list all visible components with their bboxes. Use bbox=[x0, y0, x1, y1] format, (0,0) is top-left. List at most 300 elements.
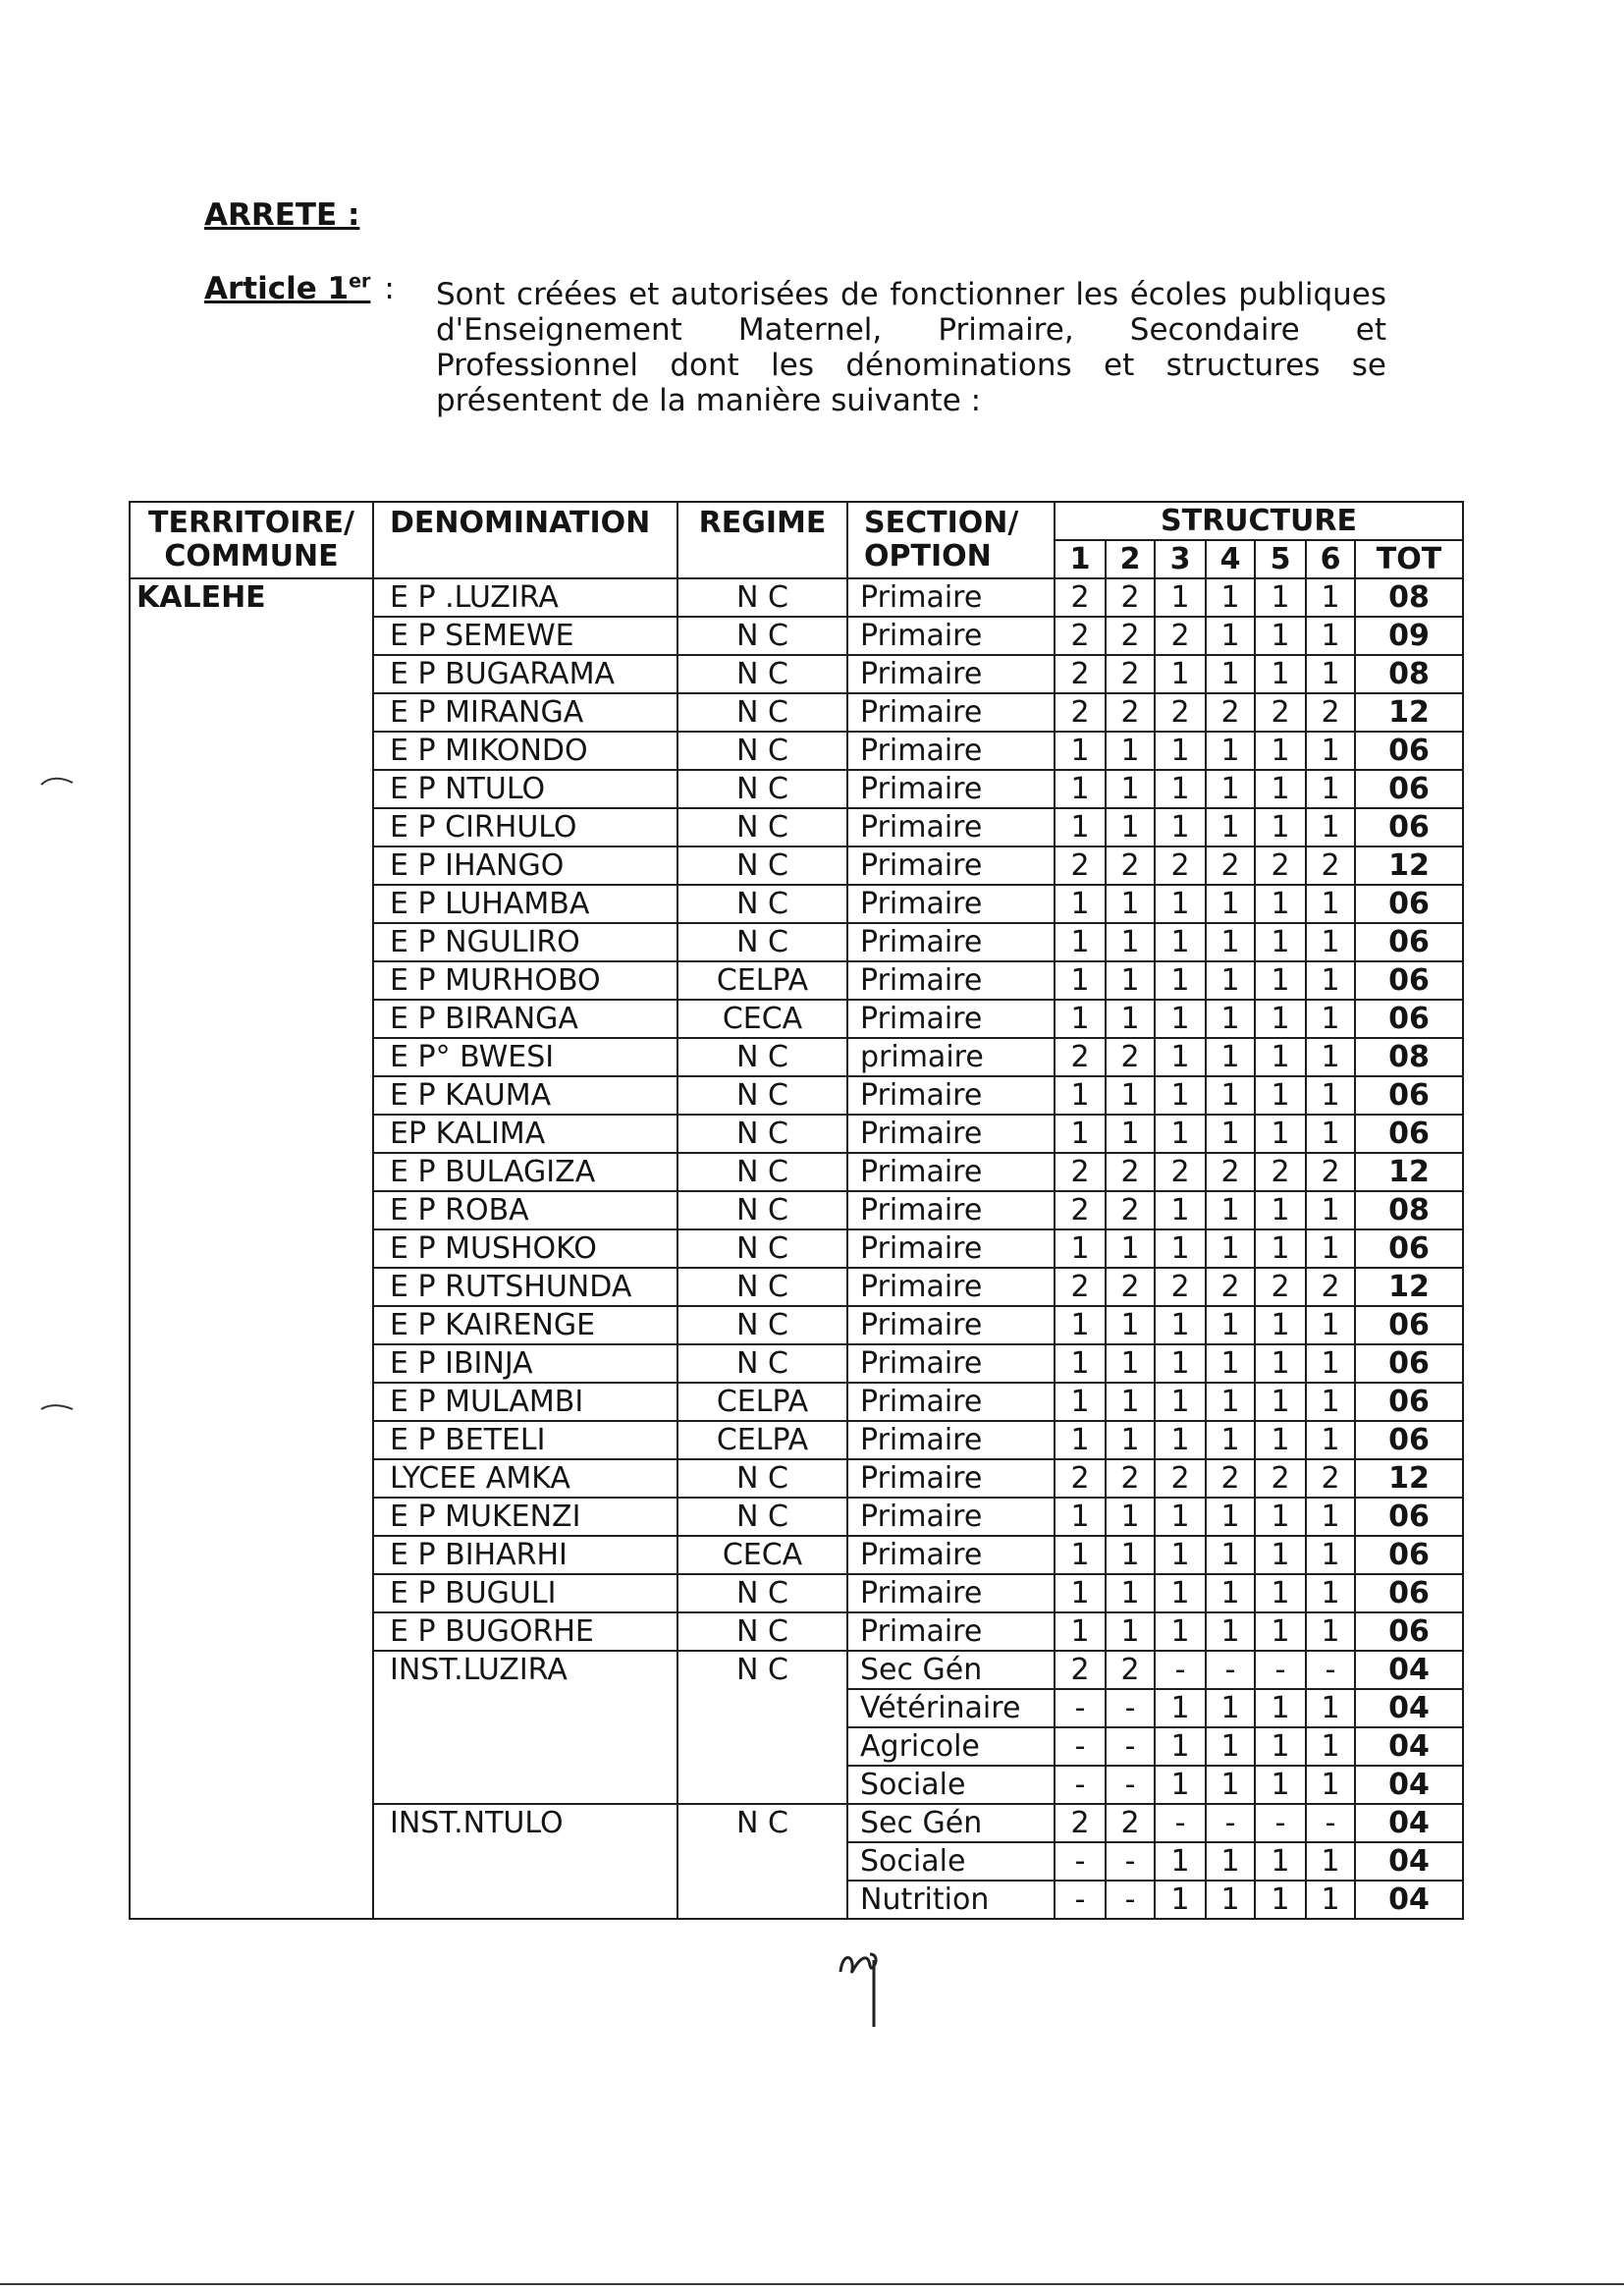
school-regime: N C bbox=[677, 1191, 847, 1229]
article-label bbox=[204, 271, 395, 306]
level-1-count: 1 bbox=[1055, 1344, 1106, 1383]
header-section: SECTION/ OPTION bbox=[847, 502, 1055, 578]
level-6-count: 2 bbox=[1306, 1459, 1355, 1498]
level-6-count: 1 bbox=[1306, 1842, 1355, 1881]
school-name: E P BIRANGA bbox=[373, 1000, 677, 1038]
level-4-count: 1 bbox=[1206, 1191, 1255, 1229]
school-regime: N C bbox=[677, 1498, 847, 1536]
level-4-count: 1 bbox=[1206, 578, 1255, 617]
level-3-count: 2 bbox=[1155, 1268, 1206, 1306]
total-count: 06 bbox=[1355, 1344, 1463, 1383]
total-count: 08 bbox=[1355, 1038, 1463, 1076]
total-count: 04 bbox=[1355, 1727, 1463, 1766]
level-6-count: 1 bbox=[1306, 1229, 1355, 1268]
level-2-count: - bbox=[1106, 1766, 1155, 1804]
arrete-heading: ARRETE : bbox=[204, 197, 360, 233]
level-1-count: - bbox=[1055, 1766, 1106, 1804]
school-regime: N C bbox=[677, 617, 847, 655]
level-4-count: 1 bbox=[1206, 1383, 1255, 1421]
level-5-count: 1 bbox=[1255, 1574, 1306, 1612]
school-regime: CECA bbox=[677, 1000, 847, 1038]
school-name: E P MUSHOKO bbox=[373, 1229, 677, 1268]
level-4-count: 1 bbox=[1206, 1076, 1255, 1115]
total-count: 08 bbox=[1355, 655, 1463, 693]
level-3-count: 2 bbox=[1155, 693, 1206, 732]
school-regime: N C bbox=[677, 1344, 847, 1383]
level-2-count: 2 bbox=[1106, 655, 1155, 693]
level-2-count: 1 bbox=[1106, 1229, 1155, 1268]
level-5-count: 1 bbox=[1255, 1383, 1306, 1421]
total-count: 06 bbox=[1355, 1498, 1463, 1536]
table-header-row bbox=[130, 502, 1463, 540]
school-regime: N C bbox=[677, 578, 847, 617]
level-2-count: 1 bbox=[1106, 1536, 1155, 1574]
total-count: 06 bbox=[1355, 961, 1463, 1000]
level-2-count: 2 bbox=[1106, 1153, 1155, 1191]
school-section: Primaire bbox=[847, 1612, 1055, 1651]
level-1-count: 2 bbox=[1055, 617, 1106, 655]
level-2-count: 1 bbox=[1106, 1383, 1155, 1421]
level-6-count: 2 bbox=[1306, 846, 1355, 885]
level-3-count: 1 bbox=[1155, 655, 1206, 693]
school-regime: N C bbox=[677, 655, 847, 693]
level-1-count: 2 bbox=[1055, 1038, 1106, 1076]
school-regime: CECA bbox=[677, 1536, 847, 1574]
school-section: Primaire bbox=[847, 885, 1055, 923]
level-5-count: 1 bbox=[1255, 1000, 1306, 1038]
level-6-count: 1 bbox=[1306, 732, 1355, 770]
school-name: E P MIRANGA bbox=[373, 693, 677, 732]
level-2-count: 1 bbox=[1106, 1000, 1155, 1038]
header-regime: REGIME bbox=[677, 502, 847, 578]
level-3-count: 1 bbox=[1155, 1842, 1206, 1881]
school-name: E P MURHOBO bbox=[373, 961, 677, 1000]
level-5-count: 2 bbox=[1255, 846, 1306, 885]
level-1-count: 2 bbox=[1055, 1651, 1106, 1689]
level-1-count: 1 bbox=[1055, 1421, 1106, 1459]
school-name: E P ROBA bbox=[373, 1191, 677, 1229]
school-name: E P BUGARAMA bbox=[373, 655, 677, 693]
level-2-count: 1 bbox=[1106, 732, 1155, 770]
level-5-count: 1 bbox=[1255, 617, 1306, 655]
school-option: Nutrition bbox=[847, 1881, 1055, 1919]
level-5-count: 2 bbox=[1255, 1459, 1306, 1498]
level-6-count: 1 bbox=[1306, 1344, 1355, 1383]
level-2-count: 1 bbox=[1106, 1344, 1155, 1383]
level-5-count: - bbox=[1255, 1651, 1306, 1689]
level-5-count: 1 bbox=[1255, 1881, 1306, 1919]
total-count: 06 bbox=[1355, 1229, 1463, 1268]
school-option: Sociale bbox=[847, 1842, 1055, 1881]
level-5-count: 1 bbox=[1255, 732, 1306, 770]
school-regime: N C bbox=[677, 732, 847, 770]
level-4-count: 1 bbox=[1206, 885, 1255, 923]
level-5-count: 1 bbox=[1255, 1766, 1306, 1804]
level-4-count: 1 bbox=[1206, 923, 1255, 961]
level-3-count: 1 bbox=[1155, 1536, 1206, 1574]
level-3-count: 2 bbox=[1155, 1153, 1206, 1191]
margin-mark bbox=[39, 1399, 75, 1419]
school-section: Primaire bbox=[847, 1421, 1055, 1459]
level-3-count: 1 bbox=[1155, 1191, 1206, 1229]
level-5-count: 2 bbox=[1255, 693, 1306, 732]
level-1-count: 1 bbox=[1055, 1574, 1106, 1612]
level-1-count: 1 bbox=[1055, 1612, 1106, 1651]
level-6-count: 1 bbox=[1306, 617, 1355, 655]
total-count: 06 bbox=[1355, 1421, 1463, 1459]
total-count: 04 bbox=[1355, 1651, 1463, 1689]
level-4-count: - bbox=[1206, 1651, 1255, 1689]
level-5-count: 1 bbox=[1255, 1689, 1306, 1727]
school-name: E P KAIRENGE bbox=[373, 1306, 677, 1344]
level-4-count: 2 bbox=[1206, 1268, 1255, 1306]
level-1-count: 2 bbox=[1055, 693, 1106, 732]
school-regime: N C bbox=[677, 1076, 847, 1115]
level-4-count: 2 bbox=[1206, 1153, 1255, 1191]
school-regime: N C bbox=[677, 1306, 847, 1344]
level-5-count: 1 bbox=[1255, 1076, 1306, 1115]
level-5-count: - bbox=[1255, 1804, 1306, 1842]
school-option: Sec Gén bbox=[847, 1804, 1055, 1842]
level-3-count: - bbox=[1155, 1804, 1206, 1842]
level-6-count: - bbox=[1306, 1651, 1355, 1689]
level-1-count: 2 bbox=[1055, 846, 1106, 885]
level-2-count: 1 bbox=[1106, 1115, 1155, 1153]
level-3-count: 1 bbox=[1155, 1421, 1206, 1459]
page-bottom-rule bbox=[0, 2283, 1624, 2285]
level-2-count: 2 bbox=[1106, 693, 1155, 732]
level-6-count: 1 bbox=[1306, 961, 1355, 1000]
school-name: E P IBINJA bbox=[373, 1344, 677, 1383]
level-4-count: 1 bbox=[1206, 617, 1255, 655]
level-5-count: 1 bbox=[1255, 578, 1306, 617]
level-6-count: 1 bbox=[1306, 1038, 1355, 1076]
total-count: 12 bbox=[1355, 1268, 1463, 1306]
header-structure: STRUCTURE bbox=[1055, 502, 1463, 540]
level-6-count: 2 bbox=[1306, 693, 1355, 732]
level-4-count: 1 bbox=[1206, 732, 1255, 770]
school-name: E P BULAGIZA bbox=[373, 1153, 677, 1191]
school-name: INST.LUZIRA bbox=[373, 1651, 677, 1804]
territoire-cell: KALEHE bbox=[130, 578, 373, 1919]
level-5-count: 1 bbox=[1255, 1727, 1306, 1766]
header-level-4: 4 bbox=[1206, 540, 1255, 578]
school-regime: CELPA bbox=[677, 1421, 847, 1459]
school-section: Primaire bbox=[847, 808, 1055, 846]
level-1-count: 1 bbox=[1055, 1498, 1106, 1536]
school-section: primaire bbox=[847, 1038, 1055, 1076]
school-section: Primaire bbox=[847, 1574, 1055, 1612]
level-6-count: 1 bbox=[1306, 1536, 1355, 1574]
school-name: E P IHANGO bbox=[373, 846, 677, 885]
signature-mark bbox=[835, 1944, 913, 2033]
level-5-count: 1 bbox=[1255, 808, 1306, 846]
level-2-count: 1 bbox=[1106, 770, 1155, 808]
level-3-count: 1 bbox=[1155, 578, 1206, 617]
level-4-count: 1 bbox=[1206, 655, 1255, 693]
level-1-count: 1 bbox=[1055, 1115, 1106, 1153]
school-regime: N C bbox=[677, 1153, 847, 1191]
level-6-count: 1 bbox=[1306, 1191, 1355, 1229]
level-1-count: 1 bbox=[1055, 1000, 1106, 1038]
total-count: 04 bbox=[1355, 1804, 1463, 1842]
header-level-tot: TOT bbox=[1355, 540, 1463, 578]
school-section: Primaire bbox=[847, 1459, 1055, 1498]
total-count: 06 bbox=[1355, 1115, 1463, 1153]
level-3-count: 1 bbox=[1155, 1766, 1206, 1804]
level-3-count: 1 bbox=[1155, 1881, 1206, 1919]
level-5-count: 1 bbox=[1255, 1038, 1306, 1076]
school-name: E P .LUZIRA bbox=[373, 578, 677, 617]
level-3-count: 1 bbox=[1155, 1115, 1206, 1153]
level-2-count: 2 bbox=[1106, 617, 1155, 655]
level-6-count: - bbox=[1306, 1804, 1355, 1842]
level-5-count: 1 bbox=[1255, 770, 1306, 808]
level-3-count: - bbox=[1155, 1651, 1206, 1689]
school-regime: N C bbox=[677, 1038, 847, 1076]
school-name: E P° BWESI bbox=[373, 1038, 677, 1076]
total-count: 06 bbox=[1355, 1612, 1463, 1651]
school-section: Primaire bbox=[847, 1191, 1055, 1229]
level-3-count: 1 bbox=[1155, 1727, 1206, 1766]
level-5-count: 1 bbox=[1255, 923, 1306, 961]
level-3-count: 1 bbox=[1155, 1344, 1206, 1383]
level-4-count: 1 bbox=[1206, 1612, 1255, 1651]
header-level-5: 5 bbox=[1255, 540, 1306, 578]
level-6-count: 1 bbox=[1306, 1881, 1355, 1919]
school-name: E P MULAMBI bbox=[373, 1383, 677, 1421]
level-5-count: 1 bbox=[1255, 1498, 1306, 1536]
level-2-count: 2 bbox=[1106, 1038, 1155, 1076]
level-6-count: 1 bbox=[1306, 1383, 1355, 1421]
school-section: Primaire bbox=[847, 1536, 1055, 1574]
school-option: Agricole bbox=[847, 1727, 1055, 1766]
level-4-count: 1 bbox=[1206, 1038, 1255, 1076]
school-section: Primaire bbox=[847, 923, 1055, 961]
level-4-count: 1 bbox=[1206, 1000, 1255, 1038]
level-6-count: 1 bbox=[1306, 1115, 1355, 1153]
school-regime: N C bbox=[677, 1268, 847, 1306]
level-1-count: 1 bbox=[1055, 1076, 1106, 1115]
level-1-count: 2 bbox=[1055, 1191, 1106, 1229]
total-count: 06 bbox=[1355, 808, 1463, 846]
total-count: 06 bbox=[1355, 1574, 1463, 1612]
school-regime: N C bbox=[677, 885, 847, 923]
level-4-count: 1 bbox=[1206, 1881, 1255, 1919]
total-count: 06 bbox=[1355, 1383, 1463, 1421]
level-1-count: - bbox=[1055, 1727, 1106, 1766]
level-4-count: 1 bbox=[1206, 1115, 1255, 1153]
level-5-count: 1 bbox=[1255, 1306, 1306, 1344]
school-section: Primaire bbox=[847, 578, 1055, 617]
header-level-2: 2 bbox=[1106, 540, 1155, 578]
total-count: 12 bbox=[1355, 693, 1463, 732]
level-2-count: - bbox=[1106, 1842, 1155, 1881]
level-2-count: 1 bbox=[1106, 808, 1155, 846]
total-count: 09 bbox=[1355, 617, 1463, 655]
total-count: 04 bbox=[1355, 1766, 1463, 1804]
level-4-count: 1 bbox=[1206, 1842, 1255, 1881]
total-count: 04 bbox=[1355, 1881, 1463, 1919]
level-2-count: 1 bbox=[1106, 923, 1155, 961]
total-count: 08 bbox=[1355, 578, 1463, 617]
table-row bbox=[130, 578, 1463, 617]
level-1-count: 1 bbox=[1055, 1229, 1106, 1268]
level-2-count: 1 bbox=[1106, 1612, 1155, 1651]
level-2-count: 2 bbox=[1106, 1804, 1155, 1842]
level-4-count: 1 bbox=[1206, 961, 1255, 1000]
total-count: 06 bbox=[1355, 770, 1463, 808]
level-3-count: 1 bbox=[1155, 1574, 1206, 1612]
level-3-count: 1 bbox=[1155, 1383, 1206, 1421]
level-1-count: 2 bbox=[1055, 655, 1106, 693]
level-3-count: 1 bbox=[1155, 770, 1206, 808]
level-4-count: 2 bbox=[1206, 846, 1255, 885]
level-1-count: - bbox=[1055, 1689, 1106, 1727]
level-2-count: 1 bbox=[1106, 961, 1155, 1000]
total-count: 12 bbox=[1355, 1153, 1463, 1191]
level-1-count: 1 bbox=[1055, 1536, 1106, 1574]
level-1-count: 1 bbox=[1055, 770, 1106, 808]
level-3-count: 1 bbox=[1155, 885, 1206, 923]
total-count: 06 bbox=[1355, 1000, 1463, 1038]
level-2-count: 1 bbox=[1106, 1421, 1155, 1459]
schools-table bbox=[129, 501, 1464, 1920]
level-5-count: 1 bbox=[1255, 1421, 1306, 1459]
school-option: Vétérinaire bbox=[847, 1689, 1055, 1727]
level-2-count: - bbox=[1106, 1689, 1155, 1727]
school-name: EP KALIMA bbox=[373, 1115, 677, 1153]
total-count: 06 bbox=[1355, 1536, 1463, 1574]
level-5-count: 1 bbox=[1255, 961, 1306, 1000]
total-count: 08 bbox=[1355, 1191, 1463, 1229]
total-count: 06 bbox=[1355, 732, 1463, 770]
level-1-count: 1 bbox=[1055, 923, 1106, 961]
school-regime: CELPA bbox=[677, 961, 847, 1000]
header-denomination: DENOMINATION bbox=[373, 502, 677, 578]
level-5-count: 2 bbox=[1255, 1153, 1306, 1191]
level-2-count: - bbox=[1106, 1727, 1155, 1766]
school-name: E P LUHAMBA bbox=[373, 885, 677, 923]
school-section: Primaire bbox=[847, 693, 1055, 732]
level-2-count: 2 bbox=[1106, 1651, 1155, 1689]
total-count: 04 bbox=[1355, 1842, 1463, 1881]
school-regime: CELPA bbox=[677, 1383, 847, 1421]
level-5-count: 1 bbox=[1255, 1842, 1306, 1881]
level-3-count: 1 bbox=[1155, 1498, 1206, 1536]
level-1-count: 1 bbox=[1055, 885, 1106, 923]
school-name: E P BIHARHI bbox=[373, 1536, 677, 1574]
school-name: E P NTULO bbox=[373, 770, 677, 808]
school-section: Primaire bbox=[847, 1229, 1055, 1268]
level-5-count: 1 bbox=[1255, 1191, 1306, 1229]
school-option: Sec Gén bbox=[847, 1651, 1055, 1689]
level-5-count: 1 bbox=[1255, 885, 1306, 923]
level-2-count: 2 bbox=[1106, 1268, 1155, 1306]
level-1-count: - bbox=[1055, 1881, 1106, 1919]
level-1-count: 2 bbox=[1055, 1804, 1106, 1842]
level-6-count: 1 bbox=[1306, 1306, 1355, 1344]
school-regime: N C bbox=[677, 846, 847, 885]
school-section: Primaire bbox=[847, 1076, 1055, 1115]
level-6-count: 1 bbox=[1306, 1421, 1355, 1459]
level-2-count: 1 bbox=[1106, 1498, 1155, 1536]
level-2-count: - bbox=[1106, 1881, 1155, 1919]
level-6-count: 1 bbox=[1306, 1076, 1355, 1115]
level-2-count: 1 bbox=[1106, 1306, 1155, 1344]
level-3-count: 1 bbox=[1155, 1000, 1206, 1038]
total-count: 12 bbox=[1355, 846, 1463, 885]
level-4-count: 1 bbox=[1206, 808, 1255, 846]
level-4-count: 1 bbox=[1206, 1498, 1255, 1536]
level-1-count: 2 bbox=[1055, 1459, 1106, 1498]
level-5-count: 1 bbox=[1255, 1612, 1306, 1651]
level-6-count: 1 bbox=[1306, 923, 1355, 961]
level-4-count: 1 bbox=[1206, 1766, 1255, 1804]
school-section: Primaire bbox=[847, 961, 1055, 1000]
school-section: Primaire bbox=[847, 846, 1055, 885]
level-4-count: 1 bbox=[1206, 1229, 1255, 1268]
level-6-count: 1 bbox=[1306, 1612, 1355, 1651]
level-1-count: 2 bbox=[1055, 1153, 1106, 1191]
level-2-count: 2 bbox=[1106, 1459, 1155, 1498]
school-regime: N C bbox=[677, 808, 847, 846]
level-6-count: 1 bbox=[1306, 1689, 1355, 1727]
total-count: 06 bbox=[1355, 885, 1463, 923]
level-6-count: 1 bbox=[1306, 1574, 1355, 1612]
school-name: E P MIKONDO bbox=[373, 732, 677, 770]
school-section: Primaire bbox=[847, 1498, 1055, 1536]
school-option: Sociale bbox=[847, 1766, 1055, 1804]
level-4-count: 1 bbox=[1206, 1689, 1255, 1727]
school-regime: N C bbox=[677, 1804, 847, 1919]
header-level-6: 6 bbox=[1306, 540, 1355, 578]
level-3-count: 2 bbox=[1155, 846, 1206, 885]
level-1-count: 1 bbox=[1055, 1383, 1106, 1421]
level-4-count: 1 bbox=[1206, 1574, 1255, 1612]
level-6-count: 1 bbox=[1306, 655, 1355, 693]
level-2-count: 2 bbox=[1106, 846, 1155, 885]
school-section: Primaire bbox=[847, 770, 1055, 808]
school-section: Primaire bbox=[847, 655, 1055, 693]
level-3-count: 2 bbox=[1155, 1459, 1206, 1498]
school-name: E P SEMEWE bbox=[373, 617, 677, 655]
level-3-count: 1 bbox=[1155, 1038, 1206, 1076]
level-6-count: 1 bbox=[1306, 770, 1355, 808]
header-territoire: TERRITOIRE/ COMMUNE bbox=[130, 502, 373, 578]
level-3-count: 1 bbox=[1155, 961, 1206, 1000]
school-name: E P BETELI bbox=[373, 1421, 677, 1459]
level-1-count: 2 bbox=[1055, 578, 1106, 617]
school-regime: N C bbox=[677, 693, 847, 732]
level-1-count: 1 bbox=[1055, 732, 1106, 770]
school-name: E P RUTSHUNDA bbox=[373, 1268, 677, 1306]
table-body bbox=[130, 578, 1463, 1919]
level-6-count: 2 bbox=[1306, 1153, 1355, 1191]
school-regime: N C bbox=[677, 1651, 847, 1804]
school-regime: N C bbox=[677, 1574, 847, 1612]
margin-mark bbox=[39, 771, 75, 791]
level-1-count: - bbox=[1055, 1842, 1106, 1881]
level-4-count: 2 bbox=[1206, 693, 1255, 732]
school-section: Primaire bbox=[847, 1115, 1055, 1153]
total-count: 06 bbox=[1355, 1306, 1463, 1344]
header-level-1: 1 bbox=[1055, 540, 1106, 578]
level-2-count: 2 bbox=[1106, 578, 1155, 617]
school-section: Primaire bbox=[847, 1000, 1055, 1038]
level-2-count: 1 bbox=[1106, 885, 1155, 923]
level-3-count: 1 bbox=[1155, 1612, 1206, 1651]
